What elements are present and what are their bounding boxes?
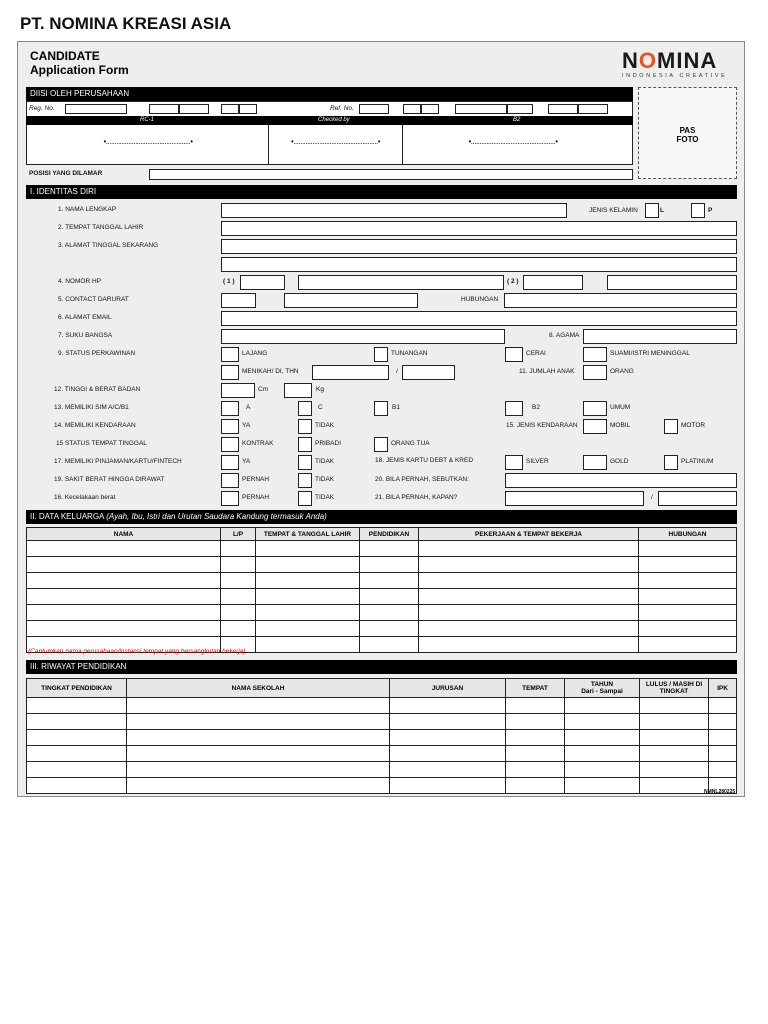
ref-no-field-7[interactable] [578,104,608,114]
table-cell[interactable] [360,605,419,621]
ref-no-field-4[interactable] [455,104,507,114]
nomina-logo [622,50,738,79]
table-cell[interactable] [360,637,419,653]
sim-umum-label: UMUM [610,404,631,411]
rc1-signature-line[interactable]: •.................................................• [103,137,193,146]
sim-b1-checkbox[interactable] [374,401,388,416]
table-cell[interactable] [127,762,390,778]
table-cell[interactable] [709,698,737,714]
table-cell[interactable] [506,746,565,762]
table-cell[interactable] [565,698,640,714]
table-cell[interactable] [709,762,737,778]
table-cell[interactable] [419,589,639,605]
table-row [27,605,737,621]
reg-no-field-4[interactable] [221,104,239,114]
kapan-year-input[interactable] [658,491,737,506]
b2-signature-line[interactable]: •.................................................• [468,137,558,146]
kecelakaan-tidak-label: TIDAK [315,494,335,501]
edu-col-jurusan: JURUSAN [390,679,506,698]
pinjaman-ya-checkbox[interactable] [221,455,239,470]
sim-c-label: C [318,404,323,411]
kapan-slash: / [651,494,653,501]
nama-label: 1. NAMA LENGKAP [58,206,117,213]
gender-p-label: P [708,207,713,214]
table-cell[interactable] [127,746,390,762]
ref-no-field-6[interactable] [548,104,578,114]
kendaraan-ya-label: YA [242,422,251,429]
kecelakaan-label: 16. Kecelakaan berat [54,494,116,501]
motor-checkbox[interactable] [664,419,678,434]
sim-umum-checkbox[interactable] [583,401,607,416]
family-col-nama: NAMA [27,528,221,541]
cerai-label: CERAI [526,350,546,357]
table-cell[interactable] [639,605,737,621]
jumlah-anak-label: 11. JUMLAH ANAK [519,368,575,375]
family-col-pekerjaan: PEKERJAAN & TEMPAT BEKERJA [419,528,639,541]
education-table [26,678,737,794]
hp-label: 4. NOMOR HP [58,278,101,285]
gold-checkbox[interactable] [583,455,607,470]
tinggi-label: 12. TINGGI & BERAT BADAN [54,386,141,393]
table-cell[interactable] [256,621,360,637]
sim-c-checkbox[interactable] [298,401,312,416]
table-cell[interactable] [565,730,640,746]
menikah-label: MENIKAH/ DI, THN [242,368,299,375]
table-cell[interactable] [640,778,709,794]
gender-p-checkbox[interactable] [691,203,705,218]
table-cell[interactable] [27,762,127,778]
hubungan-input[interactable] [504,293,737,308]
table-cell[interactable] [360,541,419,557]
table-row [27,698,737,714]
alamat-input-1[interactable] [221,239,737,254]
table-cell[interactable] [256,573,360,589]
kecelakaan-tidak-checkbox[interactable] [298,491,312,506]
orang-label: ORANG [610,368,634,375]
email-input[interactable] [221,311,737,326]
mobil-label: MOBIL [610,422,631,429]
table-row [27,730,737,746]
table-cell[interactable] [419,621,639,637]
table-cell[interactable] [27,557,221,573]
table-row [27,621,737,637]
table-cell[interactable] [565,762,640,778]
platinum-checkbox[interactable] [664,455,678,470]
pribadi-checkbox[interactable] [298,437,312,452]
table-cell[interactable] [565,714,640,730]
table-cell[interactable] [27,621,221,637]
table-cell[interactable] [419,557,639,573]
table-cell[interactable] [256,557,360,573]
motor-label: MOTOR [681,422,706,429]
table-cell[interactable] [709,746,737,762]
sakit-label: 19. SAKIT BERAT HINGGA DIRAWAT [54,476,165,483]
lajang-label: LAJANG [242,350,268,357]
ref-no-field-1[interactable] [359,104,389,114]
table-cell[interactable] [390,762,506,778]
table-cell[interactable] [221,605,256,621]
silver-label: SILVER [526,458,549,465]
meninggal-label: SUAMI/ISTRI MENINGGAL [610,350,690,357]
table-cell[interactable] [360,589,419,605]
orang-tua-checkbox[interactable] [374,437,388,452]
table-cell[interactable] [640,762,709,778]
form-title: CANDIDATE [30,49,100,63]
edu-col-sekolah: NAMA SEKOLAH [127,679,390,698]
edu-col-tahun-sub: Dari - Sampai [581,688,623,695]
table-cell[interactable] [419,541,639,557]
platinum-label: PLATINUM [681,458,714,465]
table-cell[interactable] [419,637,639,653]
table-cell[interactable] [640,730,709,746]
ref-no-field-3[interactable] [421,104,439,114]
section-pendidikan-bar: III. RIWAYAT PENDIDIKAN [26,660,737,674]
table-cell[interactable] [639,573,737,589]
email-label: 6. ALAMAT EMAIL [58,314,112,321]
cerai-checkbox[interactable] [505,347,523,362]
kendaraan-label: 14. MEMILIKI KENDARAAN [54,422,136,429]
ttl-input[interactable] [221,221,737,236]
reg-no-field-2[interactable] [149,104,179,114]
ref-no-label: Ref. No. [330,105,354,112]
keluarga-title: II. DATA KELUARGA [30,512,104,521]
table-cell[interactable] [221,557,256,573]
kendaraan-tidak-checkbox[interactable] [298,419,312,434]
family-col-lp: L/P [221,528,256,541]
document-code: NMNL280225 [704,789,736,795]
reg-no-field-1[interactable] [65,104,127,114]
reg-no-field-3[interactable] [179,104,209,114]
berat-input[interactable] [284,383,312,398]
table-cell[interactable] [256,637,360,653]
office-divider-2 [402,125,403,165]
family-table-header [27,528,737,541]
rc1-label: RC-1 [140,117,155,123]
jumlah-anak-input[interactable] [583,365,607,380]
table-cell[interactable] [27,746,127,762]
darurat-number-input[interactable] [284,293,418,308]
table-cell[interactable] [506,778,565,794]
sim-a-checkbox[interactable] [221,401,239,416]
table-cell[interactable] [640,698,709,714]
education-table-header [27,679,737,698]
b2-label: B2 [513,117,521,123]
table-cell[interactable] [256,589,360,605]
table-cell[interactable] [360,557,419,573]
kontrak-label: KONTRAK [242,440,274,447]
table-row [27,778,737,794]
kapan-label: 21. BILA PERNAH, KAPAN? [375,494,458,501]
kontrak-checkbox[interactable] [221,437,239,452]
pinjaman-tidak-label: TIDAK [315,458,335,465]
kecelakaan-pernah-label: PERNAH [242,494,270,501]
hp-2-code-input[interactable] [523,275,583,290]
table-cell[interactable] [256,605,360,621]
pinjaman-tidak-checkbox[interactable] [298,455,312,470]
table-cell[interactable] [360,621,419,637]
table-cell[interactable] [256,541,360,557]
pinjaman-ya-label: YA [242,458,251,465]
menikah-date-input[interactable] [312,365,389,380]
family-table-body [27,541,737,653]
table-cell[interactable] [221,621,256,637]
agama-label: 8. AGAMA [549,332,580,339]
table-cell[interactable] [127,778,390,794]
edu-col-tempat: TEMPAT [506,679,565,698]
lajang-checkbox[interactable] [221,347,239,362]
cm-label: Cm [258,386,269,393]
section-keluarga-bar [26,510,737,524]
kendaraan-tidak-label: TIDAK [315,422,335,429]
alamat-input-2[interactable] [221,257,737,272]
table-cell[interactable] [506,762,565,778]
education-table-body [27,698,737,794]
table-cell[interactable] [640,746,709,762]
suku-label: 7. SUKU BANGSA [58,332,113,339]
table-cell[interactable] [639,637,737,653]
hp-1-number-input[interactable] [298,275,504,290]
table-cell[interactable] [709,714,737,730]
sim-a-label: A [246,404,251,411]
checked-by-signature-line[interactable]: •.................................................• [290,137,380,146]
table-cell[interactable] [27,573,221,589]
tunangan-checkbox[interactable] [374,347,388,362]
table-cell[interactable] [127,698,390,714]
table-cell[interactable] [390,778,506,794]
hp-2-number-input[interactable] [607,275,737,290]
gold-label: GOLD [610,458,629,465]
kapan-input[interactable] [505,491,644,506]
photo-box[interactable] [638,87,737,179]
office-section-bar: DIISI OLEH PERUSAHAAN [26,87,633,101]
table-cell[interactable] [390,698,506,714]
photo-label-1: PAS [679,126,696,135]
table-cell[interactable] [506,730,565,746]
table-cell[interactable] [565,746,640,762]
family-table [26,527,737,653]
sebutkan-input[interactable] [505,473,737,488]
table-cell[interactable] [221,573,256,589]
kartu-label: 18. JENIS KARTU DEBT & KRED [375,457,474,464]
table-row [27,714,737,730]
table-cell[interactable] [221,589,256,605]
reg-no-field-5[interactable] [239,104,257,114]
pinjaman-label: 17. MEMILIKI PINJAMAN/KARTU/FINTECH [54,458,182,465]
table-row [27,589,737,605]
edu-col-lulus: LULUS / MASIH DI TINGKAT [640,679,709,698]
mobil-checkbox[interactable] [583,419,607,434]
family-col-hubungan: HUBUNGAN [639,528,737,541]
section-identitas-bar: I. IDENTITAS DIRI [26,185,737,199]
sim-b2-checkbox[interactable] [505,401,523,416]
table-cell[interactable] [390,714,506,730]
table-cell[interactable] [27,541,221,557]
table-cell[interactable] [639,541,737,557]
orang-tua-label: ORANG TUA [391,440,430,447]
gender-l-label: L [660,207,664,214]
nama-input[interactable] [221,203,567,218]
hp-2-label: ( 2 ) [507,278,519,285]
table-cell[interactable] [127,730,390,746]
table-cell[interactable] [27,730,127,746]
table-cell[interactable] [565,778,640,794]
kecelakaan-pernah-checkbox[interactable] [221,491,239,506]
sakit-pernah-checkbox[interactable] [221,473,239,488]
logo-tagline: INDONESIA CREATIVE [622,73,728,79]
form-subtitle: Application Form [30,63,129,77]
table-cell[interactable] [506,714,565,730]
table-cell[interactable] [27,698,127,714]
pribadi-label: PRIBADI [315,440,342,447]
company-name: PT. NOMINA KREASI ASIA [20,14,232,33]
office-divider-1 [268,125,269,165]
table-cell[interactable] [390,746,506,762]
hp-1-code-input[interactable] [240,275,285,290]
meninggal-checkbox[interactable] [583,347,607,362]
edu-col-tingkat: TINGKAT PENDIDIKAN [27,679,127,698]
photo-label-2: FOTO [676,135,699,144]
ttl-label: 2. TEMPAT TANGGAL LAHIR [58,224,144,231]
kendaraan-ya-checkbox[interactable] [221,419,239,434]
family-col-pendidikan: PENDIDIKAN [360,528,419,541]
edu-col-ipk: IPK [709,679,737,698]
checked-by-label: Checked by [318,117,350,123]
kg-label: Kg [316,386,324,393]
status-label: 9. STATUS PERKAWINAN [58,350,136,357]
table-row [27,746,737,762]
table-cell[interactable] [27,714,127,730]
hp-1-label: ( 1 ) [223,278,235,285]
table-cell[interactable] [639,589,737,605]
sim-b2-label: B2 [532,404,540,411]
table-cell[interactable] [640,714,709,730]
position-input[interactable] [149,169,633,180]
reg-no-label: Reg. No. [29,105,55,112]
darurat-code-input[interactable] [221,293,256,308]
keluarga-subtitle: (Ayah, Ibu, Istri dan Urutan Saudara Kandung termasuk Anda) [106,512,327,521]
sim-b1-label: B1 [392,404,400,411]
tunangan-label: TUNANGAN [391,350,428,357]
tinggi-input[interactable] [221,383,255,398]
table-cell[interactable] [639,557,737,573]
sakit-pernah-label: PERNAH [242,476,270,483]
table-cell[interactable] [639,621,737,637]
table-cell[interactable] [709,730,737,746]
jenis-kendaraan-label: 15. JENIS KENDARAAN [506,422,578,429]
table-cell[interactable] [221,541,256,557]
ref-no-field-5[interactable] [507,104,533,114]
sakit-tidak-checkbox[interactable] [298,473,312,488]
logo-word: NOMINA [622,48,718,73]
tempat-tinggal-label: 15 STATUS TEMPAT TINGGAL [56,440,147,447]
sakit-tidak-label: TIDAK [315,476,335,483]
table-row [27,573,737,589]
position-label: POSISI YANG DILAMAR [29,170,103,177]
table-cell[interactable] [419,573,639,589]
jenis-kelamin-label: JENIS KELAMIN [589,207,638,214]
table-cell[interactable] [27,589,221,605]
table-cell[interactable] [419,605,639,621]
darurat-label: 5. CONTACT DARURAT [58,296,129,303]
table-cell[interactable] [27,605,221,621]
table-cell[interactable] [360,573,419,589]
table-cell[interactable] [506,698,565,714]
silver-checkbox[interactable] [505,455,523,470]
edu-col-tahun [565,679,640,698]
suku-input[interactable] [221,329,505,344]
gender-l-checkbox[interactable] [645,203,659,218]
hubungan-label: HUBUNGAN [461,296,499,303]
application-form [17,41,745,797]
sim-label: 13. MEMILIKI SIM A/C/B1 [54,404,129,411]
menikah-checkbox[interactable] [221,365,239,380]
table-cell[interactable] [27,778,127,794]
table-row [27,557,737,573]
menikah-slash: / [396,368,398,375]
ref-no-field-2[interactable] [403,104,421,114]
alamat-label: 3. ALAMAT TINGGAL SEKARANG [58,242,159,249]
sebutkan-label: 20. BILA PERNAH, SEBUTKAN: [375,476,469,483]
family-col-ttl: TEMPAT & TANGGAL LAHIR [256,528,360,541]
agama-input[interactable] [583,329,737,344]
table-cell[interactable] [390,730,506,746]
table-row [27,762,737,778]
table-cell[interactable] [127,714,390,730]
family-note: (Cantumkan nama perusahaan/instansi tempat yang bersangkutan bekerja) [28,648,246,655]
menikah-year-input[interactable] [402,365,455,380]
table-row [27,541,737,557]
edu-col-tahun-label: TAHUN [590,681,614,688]
